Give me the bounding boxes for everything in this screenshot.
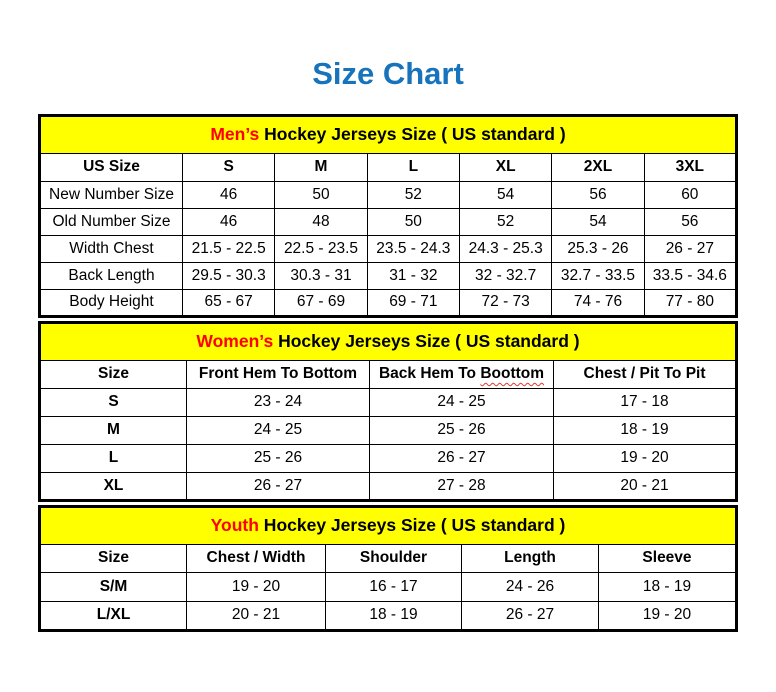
womens-column-header-row xyxy=(40,360,737,388)
mens-col-header: M xyxy=(275,153,367,181)
size-value: 24 - 25 xyxy=(370,388,554,416)
mens-table-title-text: Hockey Jerseys Size ( US standard ) xyxy=(259,124,566,145)
size-value: 19 - 20 xyxy=(599,601,737,630)
size-value: 31 - 32 xyxy=(367,262,459,289)
youth-col-header: Shoulder xyxy=(326,544,462,572)
youth-table-title-accent: Youth xyxy=(210,515,259,536)
size-value: 60 xyxy=(644,181,736,208)
row-label: New Number Size xyxy=(40,181,183,208)
size-value: 29.5 - 30.3 xyxy=(183,262,275,289)
size-value: 54 xyxy=(552,208,644,235)
size-value: 23.5 - 24.3 xyxy=(367,235,459,262)
size-value: 67 - 69 xyxy=(275,289,367,316)
size-value: 69 - 71 xyxy=(367,289,459,316)
size-value: 20 - 21 xyxy=(554,472,737,500)
table-row xyxy=(40,416,737,444)
size-value: 48 xyxy=(275,208,367,235)
table-row xyxy=(40,472,737,500)
size-value: 77 - 80 xyxy=(644,289,736,316)
youth-section-row xyxy=(40,506,737,544)
size-value: 17 - 18 xyxy=(554,388,737,416)
size-value: 46 xyxy=(183,181,275,208)
youth-col-header: Sleeve xyxy=(599,544,737,572)
womens-col-header: Front Hem To Bottom xyxy=(187,360,370,388)
mens-section-row xyxy=(40,115,737,153)
row-label: L xyxy=(40,444,187,472)
row-label: Width Chest xyxy=(40,235,183,262)
size-value: 30.3 - 31 xyxy=(275,262,367,289)
misspelled-word: Boottom xyxy=(480,365,545,383)
mens-table-title-accent: Men’s xyxy=(210,124,260,145)
size-value: 65 - 67 xyxy=(183,289,275,316)
table-row xyxy=(40,388,737,416)
size-value: 21.5 - 22.5 xyxy=(183,235,275,262)
size-value: 33.5 - 34.6 xyxy=(644,262,736,289)
size-value: 25 - 26 xyxy=(370,416,554,444)
size-value: 18 - 19 xyxy=(554,416,737,444)
page-title: Size Chart xyxy=(312,56,464,91)
row-label: Back Length xyxy=(40,262,183,289)
table-row xyxy=(40,444,737,472)
table-row xyxy=(40,262,737,289)
size-value: 32.7 - 33.5 xyxy=(552,262,644,289)
row-label: Body Height xyxy=(40,289,183,316)
size-value: 26 - 27 xyxy=(462,601,599,630)
size-value: 24 - 25 xyxy=(187,416,370,444)
size-value: 23 - 24 xyxy=(187,388,370,416)
womens-col-header-back-hem: Back Hem To xyxy=(378,365,477,383)
size-value: 27 - 28 xyxy=(370,472,554,500)
table-row xyxy=(40,208,737,235)
mens-col-header: L xyxy=(367,153,459,181)
table-row xyxy=(40,572,737,601)
table-row xyxy=(40,289,737,316)
womens-col-header: Size xyxy=(40,360,187,388)
size-value: 50 xyxy=(367,208,459,235)
mens-col-header: 3XL xyxy=(644,153,736,181)
size-value: 24.3 - 25.3 xyxy=(459,235,551,262)
size-value: 18 - 19 xyxy=(599,572,737,601)
mens-col-header: US Size xyxy=(40,153,183,181)
size-value: 25 - 26 xyxy=(187,444,370,472)
row-label: S/M xyxy=(40,572,187,601)
size-value: 54 xyxy=(459,181,551,208)
mens-table-title xyxy=(40,115,737,153)
size-value: 52 xyxy=(459,208,551,235)
size-value: 74 - 76 xyxy=(552,289,644,316)
size-value: 19 - 20 xyxy=(554,444,737,472)
size-value: 22.5 - 23.5 xyxy=(275,235,367,262)
womens-table-title-accent: Women’s xyxy=(196,331,274,352)
size-value: 56 xyxy=(552,181,644,208)
row-label: L/XL xyxy=(40,601,187,630)
mens-col-header: S xyxy=(183,153,275,181)
size-value: 26 - 27 xyxy=(370,444,554,472)
size-value: 56 xyxy=(644,208,736,235)
size-value: 32 - 32.7 xyxy=(459,262,551,289)
mens-column-header-row xyxy=(40,153,737,181)
mens-size-table xyxy=(38,114,738,318)
table-row xyxy=(40,235,737,262)
youth-size-table xyxy=(38,505,738,632)
size-value: 26 - 27 xyxy=(644,235,736,262)
youth-table-title-text: Hockey Jerseys Size ( US standard ) xyxy=(258,515,566,536)
row-label: M xyxy=(40,416,187,444)
womens-section-row xyxy=(40,322,737,360)
size-value: 25.3 - 26 xyxy=(552,235,644,262)
youth-table-title xyxy=(40,506,737,544)
womens-size-table xyxy=(38,321,738,502)
womens-table-title xyxy=(40,322,737,360)
size-value: 18 - 19 xyxy=(326,601,462,630)
womens-table-title-text: Hockey Jerseys Size ( US standard ) xyxy=(273,331,580,352)
size-value: 24 - 26 xyxy=(462,572,599,601)
row-label: S xyxy=(40,388,187,416)
youth-col-header: Length xyxy=(462,544,599,572)
size-value: 72 - 73 xyxy=(459,289,551,316)
mens-col-header: XL xyxy=(459,153,551,181)
row-label: XL xyxy=(40,472,187,500)
size-value: 52 xyxy=(367,181,459,208)
size-value: 19 - 20 xyxy=(187,572,326,601)
size-value: 26 - 27 xyxy=(187,472,370,500)
table-row xyxy=(40,601,737,630)
youth-col-header: Chest / Width xyxy=(187,544,326,572)
size-value: 46 xyxy=(183,208,275,235)
row-label: Old Number Size xyxy=(40,208,183,235)
womens-col-header: Chest / Pit To Pit xyxy=(554,360,737,388)
youth-col-header: Size xyxy=(40,544,187,572)
mens-col-header: 2XL xyxy=(552,153,644,181)
table-row xyxy=(40,181,737,208)
youth-column-header-row xyxy=(40,544,737,572)
size-value: 50 xyxy=(275,181,367,208)
size-value: 20 - 21 xyxy=(187,601,326,630)
size-value: 16 - 17 xyxy=(326,572,462,601)
womens-col-header xyxy=(370,360,554,388)
